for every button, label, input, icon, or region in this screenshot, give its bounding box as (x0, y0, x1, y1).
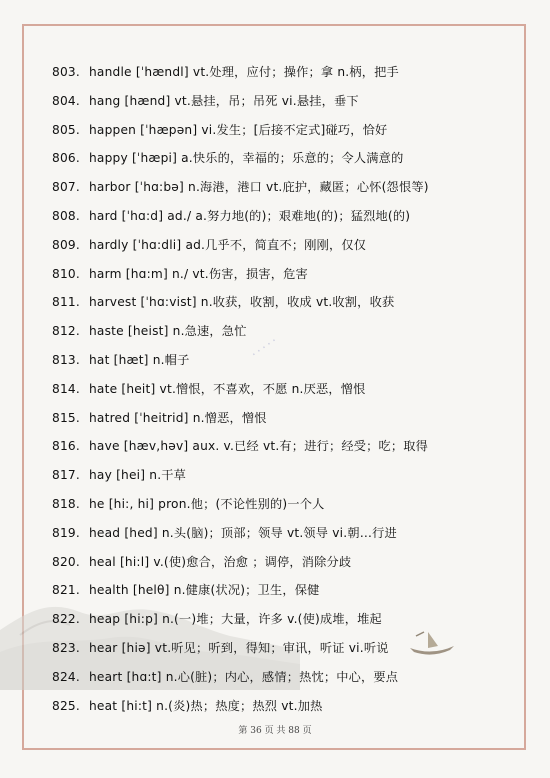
entry-number: 809. (52, 237, 80, 252)
vocab-entry (52, 548, 522, 577)
entry-definition: n.干草 (149, 468, 187, 483)
entry-phonetic: [hiə] (121, 640, 151, 655)
entry-phonetic: [hɑ:t] (126, 669, 162, 684)
entry-definition: ad./ a.努力地(的)；艰难地(的)；猛烈地(的) (167, 208, 411, 223)
entry-phonetic: [hi:, hi] (108, 496, 155, 511)
vocab-entry (52, 144, 522, 173)
entry-definition: pron.他；(不论性别的)一个人 (158, 496, 325, 511)
entry-word: harm (89, 266, 122, 281)
entry-phonetic: [hænd] (124, 93, 171, 108)
entry-word: hang (89, 93, 121, 108)
entry-number: 823. (52, 640, 80, 655)
entry-definition: vi.发生；[后接不定式]碰巧，恰好 (201, 122, 388, 137)
vocab-entry (52, 116, 522, 145)
entry-phonetic: [ˈhɑ:vist] (140, 295, 197, 310)
entry-definition: n.头(脑)；顶部；领导 vt.领导 vi.朝…行进 (161, 525, 397, 540)
entry-definition: aux. v.已经 vt.有；进行；经受；吃；取得 (192, 439, 429, 454)
entry-phonetic: [hei] (116, 468, 146, 483)
entry-phonetic: [ˈhɑ:bə] (134, 180, 184, 195)
entry-definition: v.(使)愈合，治愈 ；调停，消除分歧 (153, 554, 352, 569)
entry-word: he (89, 496, 105, 511)
entry-definition: n.心(脏)；内心，感情；热忱；中心，要点 (165, 669, 399, 684)
entry-word: heart (89, 669, 123, 684)
entry-phonetic: [ˈhɑ:dli] (132, 237, 182, 252)
entry-word: hardly (89, 237, 129, 252)
entry-number: 807. (52, 180, 80, 195)
entry-number: 820. (52, 554, 80, 569)
entry-word: hay (89, 468, 113, 483)
vocab-entry (52, 692, 522, 721)
entry-number: 811. (52, 295, 80, 310)
entry-definition: n.海港，港口 vt.庇护，藏匿；心怀(怨恨等) (188, 180, 429, 195)
entry-number: 824. (52, 669, 80, 684)
entry-phonetic: [hæv,həv] (123, 439, 189, 454)
entry-word: heap (89, 612, 121, 627)
vocab-entry (52, 288, 522, 317)
entry-word: hat (89, 352, 110, 367)
entry-phonetic: [hi:t] (121, 698, 153, 713)
vocab-entry (52, 260, 522, 289)
entry-number: 818. (52, 496, 80, 511)
entry-word: heal (89, 554, 116, 569)
entry-phonetic: [hed] (124, 525, 158, 540)
watermark: ····· (248, 332, 283, 363)
entry-definition: n.憎恶，憎恨 (192, 410, 267, 425)
entry-number: 821. (52, 583, 80, 598)
entry-phonetic: [heit] (121, 381, 156, 396)
entry-number: 804. (52, 93, 80, 108)
entry-word: harvest (89, 295, 137, 310)
entry-definition: n./ vt.伤害，损害，危害 (171, 266, 308, 281)
entry-number: 817. (52, 468, 80, 483)
entry-phonetic: [ˈhɑ:d] (121, 208, 164, 223)
entry-phonetic: [ˈhæpən] (140, 122, 198, 137)
entry-phonetic: [hɑ:m] (125, 266, 168, 281)
entry-number: 810. (52, 266, 80, 281)
entry-number: 822. (52, 612, 80, 627)
vocab-entry (52, 605, 522, 634)
entry-definition: ad.几乎不，简直不；刚刚，仅仅 (185, 237, 367, 252)
vocab-entry (52, 317, 522, 346)
vocab-entry (52, 432, 522, 461)
entry-definition: vt.处理，应付；操作；拿 n.柄，把手 (192, 65, 399, 79)
vocab-entry (52, 87, 522, 116)
entry-phonetic: [ˈhændl] (135, 65, 189, 79)
entry-word: head (89, 525, 121, 540)
entry-word: hard (89, 208, 118, 223)
vocab-entry (52, 202, 522, 231)
entry-definition: n.帽子 (152, 352, 190, 367)
vocab-entry (52, 576, 522, 605)
entry-number: 814. (52, 381, 80, 396)
entry-word: happen (89, 122, 137, 137)
vocab-entry (52, 519, 522, 548)
entry-phonetic: [hi:p] (124, 612, 158, 627)
entry-phonetic: [hæt] (113, 352, 149, 367)
entry-number: 803. (52, 65, 80, 79)
entry-number: 816. (52, 439, 80, 454)
entry-definition: n.健康(状况)；卫生，保健 (173, 583, 320, 598)
entry-definition: n.(一)堆；大量，许多 v.(使)成堆，堆起 (162, 612, 382, 627)
entry-word: heat (89, 698, 118, 713)
vocab-entry (52, 58, 522, 87)
entry-definition: vt.憎恨，不喜欢，不愿 n.厌恶，憎恨 (159, 381, 366, 396)
vocab-entry (52, 490, 522, 519)
entry-definition: n.(炎)热；热度；热烈 vt.加热 (156, 698, 323, 713)
entry-word: have (89, 439, 120, 454)
entry-number: 825. (52, 698, 80, 713)
entry-number: 805. (52, 122, 80, 137)
entry-number: 812. (52, 324, 80, 339)
entry-word: harbor (89, 180, 131, 195)
vocab-entry (52, 375, 522, 404)
entry-phonetic: [heist] (127, 324, 169, 339)
entry-number: 813. (52, 352, 80, 367)
entry-word: hear (89, 640, 118, 655)
vocab-entry (52, 173, 522, 202)
vocab-entry (52, 404, 522, 433)
entry-definition: vt.悬挂，吊；吊死 vi.悬挂，垂下 (174, 93, 359, 108)
vocab-entry (52, 346, 522, 375)
entry-definition: n.收获，收割，收成 vt.收割，收获 (200, 295, 395, 310)
vocab-entry (52, 231, 522, 260)
vocab-entry (52, 634, 522, 663)
entry-phonetic: [ˈhæpi] (131, 151, 178, 166)
entry-word: health (89, 583, 129, 598)
entry-phonetic: [hi:l] (119, 554, 150, 569)
entry-number: 808. (52, 208, 80, 223)
entry-word: haste (89, 324, 124, 339)
entry-word: handle (89, 65, 132, 79)
entry-word: happy (89, 151, 128, 166)
entry-number: 815. (52, 410, 80, 425)
entry-phonetic: [helθ] (132, 583, 170, 598)
vocab-entry (52, 663, 522, 692)
vocabulary-list (52, 58, 522, 720)
page-footer: 第 36 页 共 88 页 (238, 726, 312, 736)
entry-number: 819. (52, 525, 80, 540)
entry-definition: vt.听见；听到，得知；审讯，听证 vi.听说 (154, 640, 389, 655)
vocab-entry (52, 461, 522, 490)
entry-word: hatred (89, 410, 131, 425)
entry-definition: n.急速，急忙 (172, 324, 247, 339)
entry-number: 806. (52, 151, 80, 166)
entry-definition: a.快乐的，幸福的；乐意的；令人满意的 (181, 151, 404, 166)
entry-word: hate (89, 381, 118, 396)
entry-phonetic: [ˈheitrid] (134, 410, 189, 425)
